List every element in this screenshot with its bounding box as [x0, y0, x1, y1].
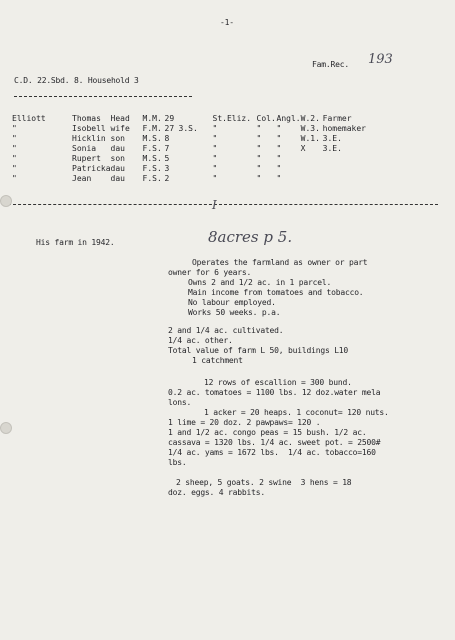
member-extra: 3.S.: [178, 124, 198, 133]
member-birthplace: ": [212, 134, 218, 143]
member-birthplace: ": [212, 154, 218, 163]
fam-rec-number: 193: [368, 52, 393, 67]
member-rel: dau: [110, 174, 125, 183]
member-birthplace: St.Eliz.: [212, 114, 252, 123]
member-first: Isobell: [72, 124, 106, 133]
household-members-table: [12, 114, 383, 184]
member-surname: Elliott: [12, 114, 46, 123]
member-first: Patricka: [72, 164, 111, 173]
member-age: 5: [164, 154, 170, 163]
member-rel: wife: [110, 124, 130, 133]
member-surname: ": [12, 144, 17, 153]
member-age: 3: [164, 164, 170, 173]
member-educ: X: [300, 144, 306, 153]
member-surname: ": [12, 124, 17, 133]
member-educ: W.3.: [300, 124, 320, 133]
member-birthplace: ": [212, 174, 218, 183]
farm-line: 1/4 ac. other.: [168, 336, 233, 345]
member-birthplace: ": [212, 164, 218, 173]
farm-line: Operates the farmland as owner or part: [192, 258, 368, 267]
member-surname: ": [12, 154, 17, 163]
farm-line: 1 catchment: [192, 356, 243, 365]
member-sex-status: M.S.: [142, 134, 162, 143]
farm-line: 2 and 1/4 ac. cultivated.: [168, 326, 284, 335]
handwritten-acreage-note: 8acres p 5.: [208, 228, 293, 246]
member-surname: ": [12, 174, 17, 183]
member-occupation: [323, 174, 383, 184]
member-row: [12, 134, 383, 144]
member-angl: ": [276, 144, 282, 153]
member-first: Hicklin: [72, 134, 106, 143]
member-extra: [179, 134, 213, 144]
member-sex-status: M.S.: [142, 154, 162, 163]
member-age: 8: [164, 134, 170, 143]
member-angl: ": [276, 154, 282, 163]
member-sex-status: M.M.: [142, 114, 162, 123]
farm-line: 0.2 ac. tomatoes = 1100 lbs. 12 doz.water mela: [168, 388, 381, 397]
member-sex-status: F.S.: [142, 144, 162, 153]
member-col: ": [256, 164, 262, 173]
member-occupation: [323, 154, 383, 164]
member-angl: ": [276, 134, 282, 143]
member-first: Rupert: [72, 154, 101, 163]
member-rel: dau: [110, 144, 125, 153]
fam-rec-label: Fam.Rec.: [312, 60, 349, 69]
farm-line: Works 50 weeks. p.a.: [188, 308, 281, 317]
member-age: 7: [164, 144, 170, 153]
member-col: ": [256, 134, 262, 143]
farm-line: lbs.: [168, 458, 187, 467]
member-col: ": [256, 174, 262, 183]
member-rel: dau: [110, 164, 125, 173]
divider-mark: I: [212, 198, 217, 212]
member-birthplace: ": [212, 144, 218, 153]
farm-line: 1 lime = 20 doz. 2 pawpaws= 120 .: [168, 418, 321, 427]
member-angl: Angl.: [276, 114, 301, 123]
member-col: Col.: [256, 114, 276, 123]
farm-line: Total value of farm L 50, buildings L10: [168, 346, 349, 355]
farm-line: lons.: [168, 398, 192, 407]
member-row: [12, 174, 383, 184]
farm-line: Main income from tomatoes and tobacco.: [188, 288, 364, 297]
farm-line: cassava = 1320 lbs. 1/4 ac. sweet pot. = 2500#: [168, 438, 381, 447]
member-extra: [179, 114, 213, 124]
member-educ: [301, 174, 323, 184]
member-rel: son: [110, 154, 125, 163]
member-rel: son: [110, 134, 125, 143]
member-first: Thomas: [72, 114, 101, 123]
member-educ: [301, 164, 323, 174]
member-angl: ": [276, 174, 282, 183]
farm-heading: His farm in 1942.: [36, 238, 115, 247]
farm-line: 2 sheep, 5 goats. 2 swine 3 hens = 18: [176, 478, 352, 487]
member-occupation: Farmer: [322, 114, 352, 123]
farm-line: 1/4 ac. yams = 1672 lbs. 1/4 ac. tobacco=160: [168, 448, 376, 457]
member-row: [12, 144, 383, 154]
member-sex-status: F.S.: [142, 174, 162, 183]
member-surname: ": [12, 134, 17, 143]
member-age: 27: [164, 124, 175, 133]
farm-line: Owns 2 and 1/2 ac. in 1 parcel.: [188, 278, 332, 287]
member-age: 29: [164, 114, 175, 123]
member-occupation: homemaker: [322, 124, 366, 133]
member-extra: [179, 144, 213, 154]
member-row: [12, 164, 383, 174]
member-angl: ": [276, 164, 282, 173]
member-first: Sonia: [72, 144, 97, 153]
member-age: 2: [164, 174, 170, 183]
farm-line: No labour employed.: [188, 298, 276, 307]
farm-line: 1 acker = 20 heaps. 1 coconut= 120 nuts.: [204, 408, 389, 417]
farm-line: 1 and 1/2 ac. congo peas = 15 bush. 1/2 ac.: [168, 428, 367, 437]
member-sex-status: F.S.: [142, 164, 162, 173]
page-number: -1-: [220, 18, 234, 27]
member-col: ": [256, 124, 262, 133]
member-row: [12, 124, 383, 134]
member-educ: [301, 154, 323, 164]
member-extra: [179, 174, 213, 184]
member-rel: Head: [110, 114, 130, 123]
household-heading: C.D. 22.Sbd. 8. Household 3: [14, 76, 139, 85]
member-row: [12, 154, 383, 164]
divider-top: [14, 96, 192, 97]
member-col: ": [256, 154, 262, 163]
member-birthplace: ": [212, 124, 218, 133]
punch-hole-bottom: [0, 422, 12, 434]
member-occupation: [323, 164, 383, 174]
divider-bottom: [8, 204, 438, 205]
farm-line: owner for 6 years.: [168, 268, 252, 277]
member-occupation: 3.E.: [322, 134, 342, 143]
punch-hole-top: [0, 195, 12, 207]
farm-line: 12 rows of escallion = 300 bund.: [204, 378, 352, 387]
member-educ: W.1.: [300, 134, 320, 143]
member-col: ": [256, 144, 262, 153]
member-angl: ": [276, 124, 282, 133]
member-surname: ": [12, 164, 17, 173]
farm-line: doz. eggs. 4 rabbits.: [168, 488, 265, 497]
member-row: [12, 114, 383, 124]
member-first: Jean: [72, 174, 92, 183]
member-sex-status: F.M.: [142, 124, 162, 133]
member-educ: W.2.: [300, 114, 320, 123]
member-occupation: 3.E.: [322, 144, 342, 153]
member-extra: [179, 154, 213, 164]
member-extra: [179, 164, 213, 174]
